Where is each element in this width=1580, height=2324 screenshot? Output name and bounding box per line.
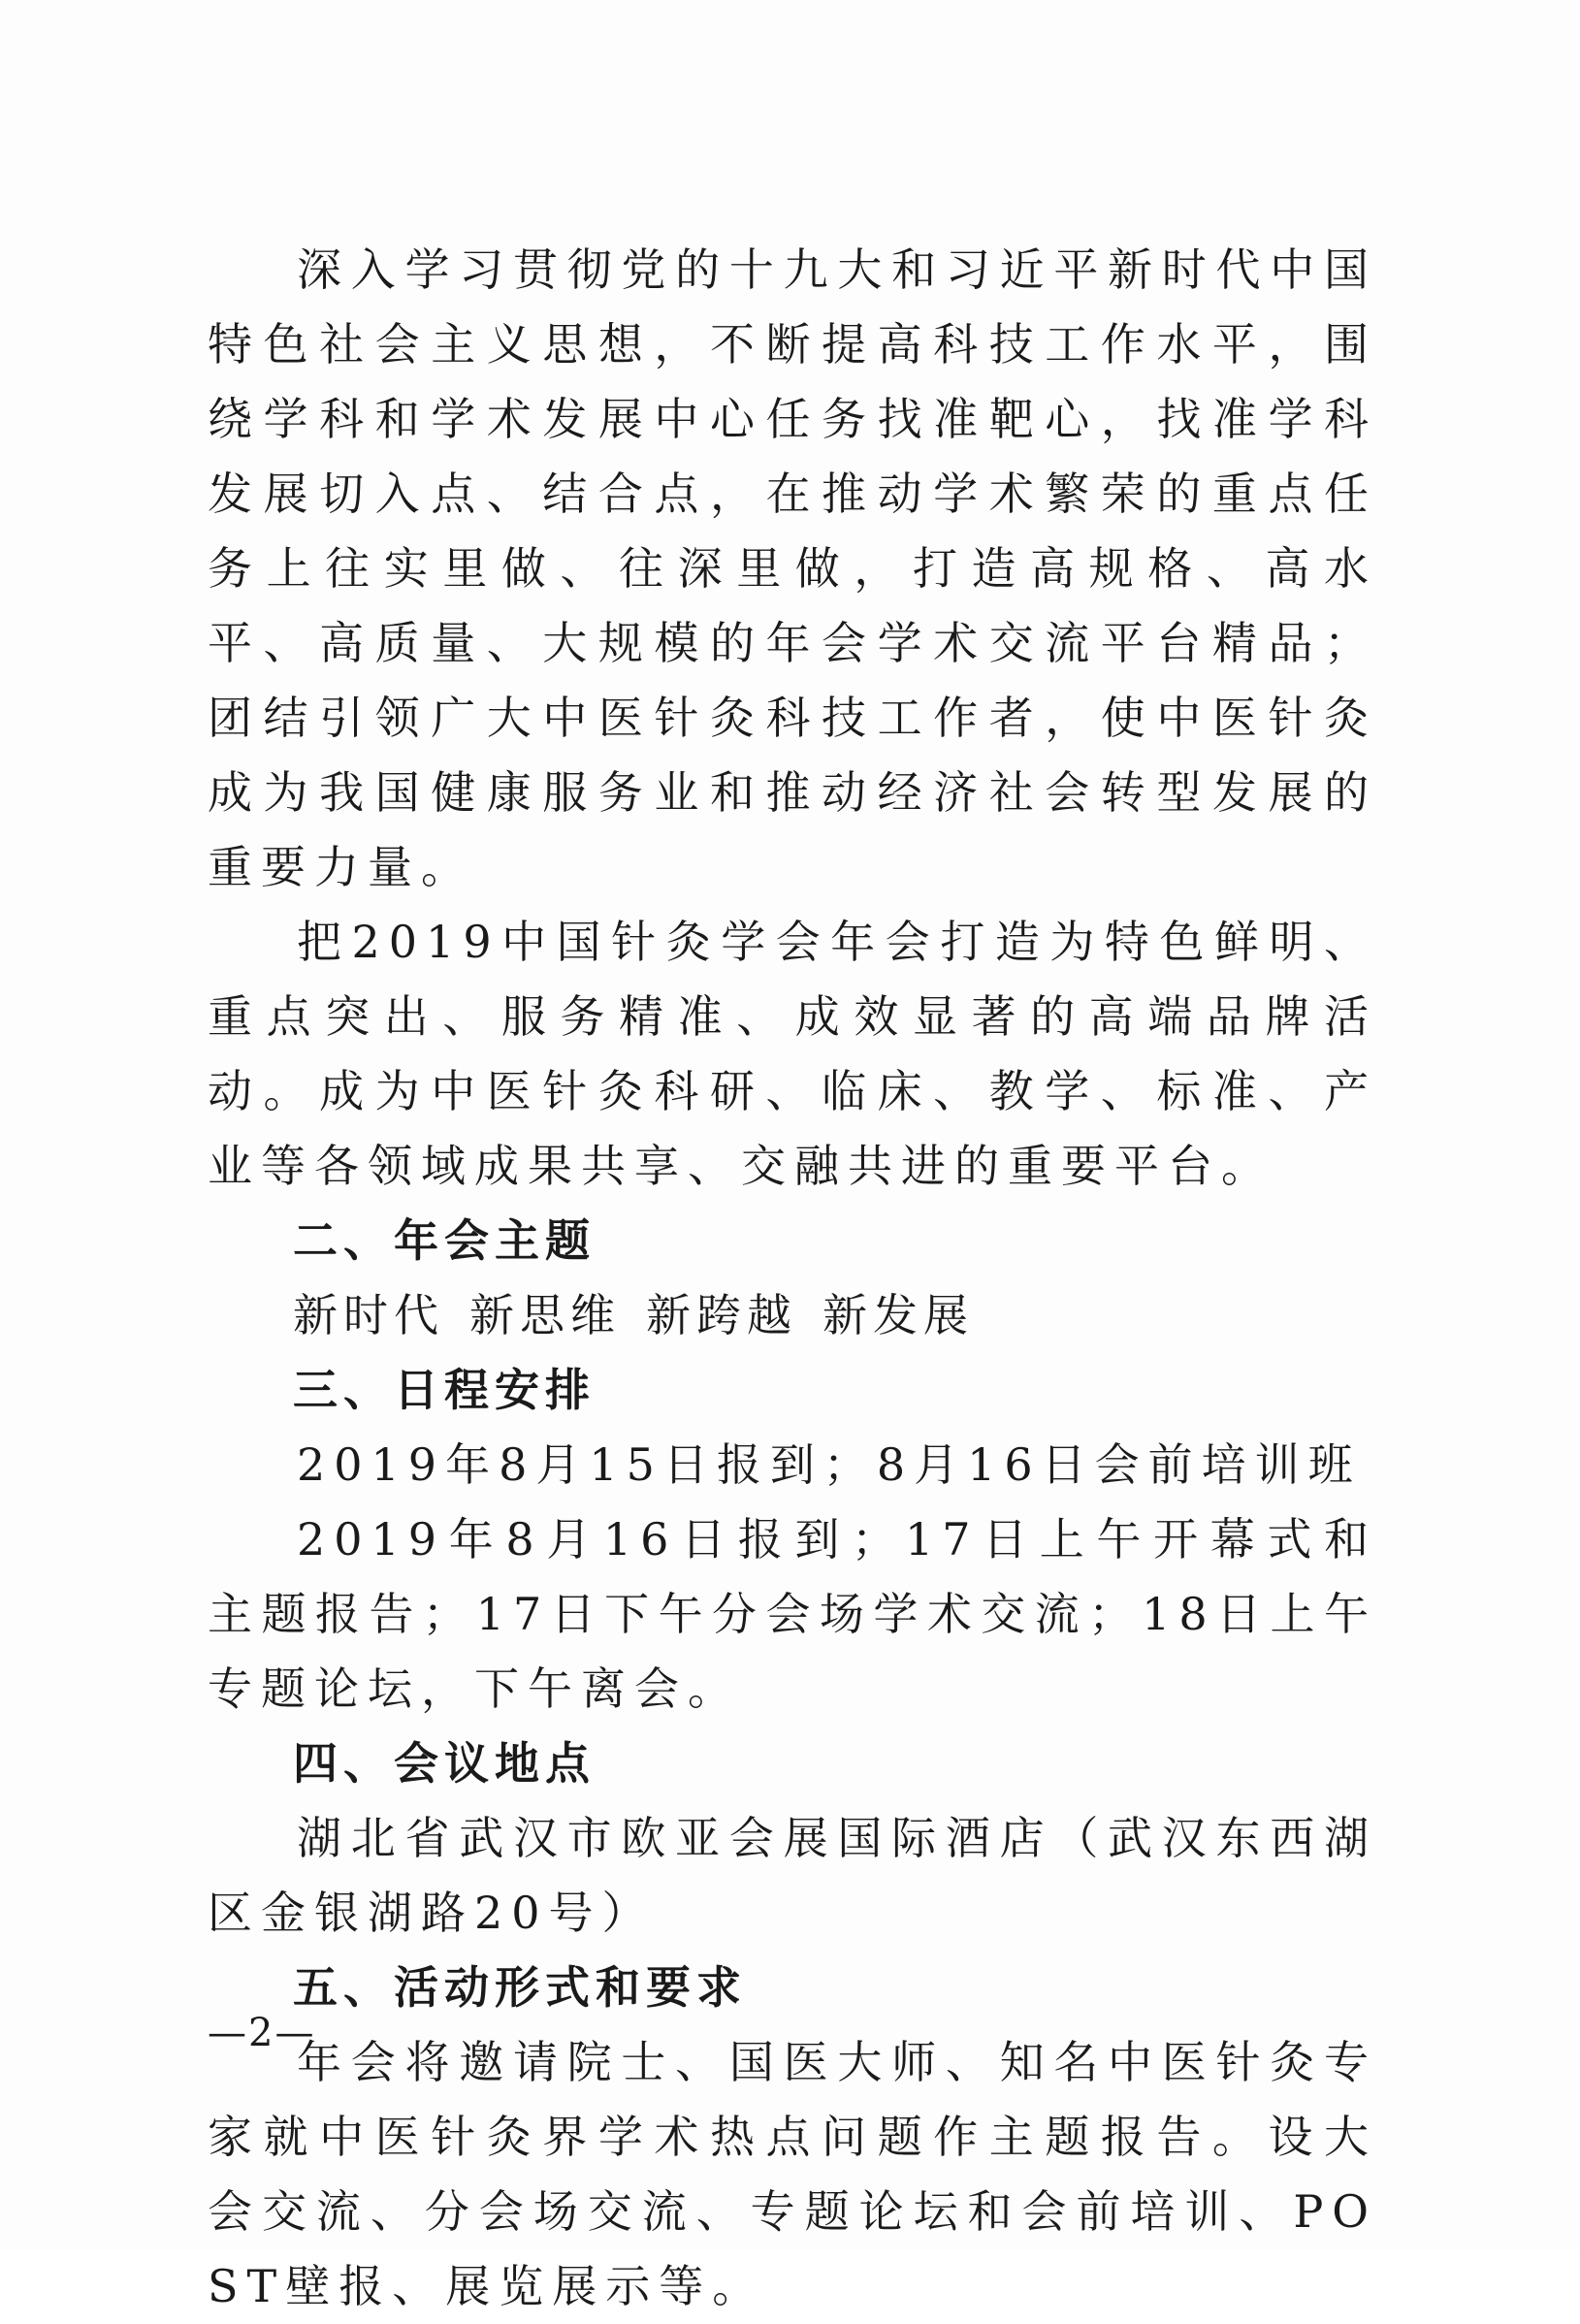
page-number: —2— — [208, 2011, 316, 2055]
theme-item: 新发展 — [822, 1289, 974, 1341]
section-heading-format: 五、活动形式和要求 — [293, 1961, 747, 2014]
document-body — [208, 233, 1377, 2324]
format-text: 年会将邀请院士、国医大师、知名中医针灸专家就中医针灸界学术热点问题作主题报告。设大会交流、分会场交流、专题论坛和会前培训、POST壁报、展览展示等。 — [208, 2036, 1377, 2312]
theme-item: 新时代 — [293, 1289, 444, 1341]
theme-line — [208, 1278, 1377, 1353]
intro-paragraph-2: 把2019中国针灸学会年会打造为特色鲜明、重点突出、服务精准、成效显著的高端品牌活动。成为中医针灸科研、临床、教学、标准、产业等各领域成果共享、交融共进的重要平台。 — [208, 916, 1377, 1192]
theme-item: 新跨越 — [646, 1289, 797, 1341]
section-heading-schedule: 三、日程安排 — [293, 1364, 596, 1416]
schedule-line-1: 2019年8月15日报到；8月16日会前培训班 — [297, 1438, 1362, 1491]
venue-text: 湖北省武汉市欧亚会展国际酒店（武汉东西湖区金银湖路20号） — [208, 1812, 1377, 1939]
section-heading-theme: 二、年会主题 — [293, 1214, 596, 1267]
intro-paragraph-1: 深入学习贯彻党的十九大和习近平新时代中国特色社会主义思想，不断提高科技工作水平，围绕学科和学术发展中心任务找准靶心，找准学科发展切入点、结合点，在推动学术繁荣的重点任务上往实里做、往深里做，打造高规格、高水平、高质量、大规模的年会学术交流平台精品；团结引领广大中医针灸科技工作者，使中医针灸成为我国健康服务业和推动经济社会转型发展的重要力量。 — [208, 243, 1377, 893]
section-heading-venue: 四、会议地点 — [293, 1737, 596, 1790]
theme-item: 新思维 — [469, 1289, 621, 1341]
schedule-line-2: 2019年8月16日报到；17日上午开幕式和主题报告；17日下午分会场学术交流；18日上午专题论坛，下午离会。 — [208, 1513, 1377, 1715]
